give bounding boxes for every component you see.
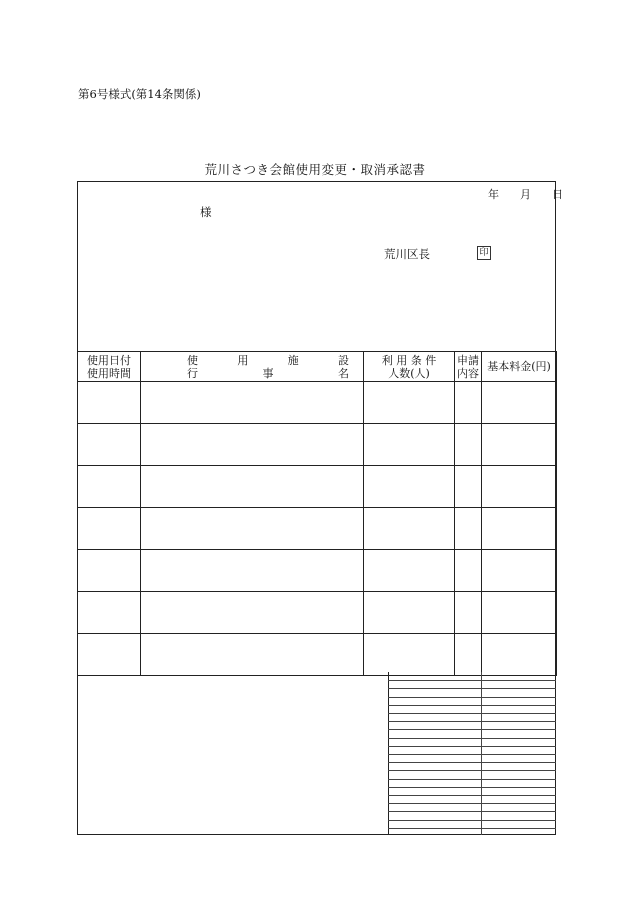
table-row: [78, 382, 557, 424]
fee-line: [388, 697, 556, 698]
table-row: [78, 634, 557, 676]
fee-line: [388, 795, 556, 796]
fee-line: [388, 811, 556, 812]
header-conditions-people: 利 用 条 件 人数(人): [364, 352, 455, 382]
document-title: 荒川さつき会館使用変更・取消承認書: [204, 162, 426, 177]
fee-line: [388, 779, 556, 780]
day-label: 日: [552, 188, 563, 201]
date-line: [488, 186, 563, 202]
usage-table: [77, 351, 557, 676]
fee-line: [388, 688, 556, 689]
table-row: [78, 424, 557, 466]
fee-line: [388, 828, 556, 829]
fee-line: [388, 762, 556, 763]
fee-line: [388, 738, 556, 739]
fee-line: [388, 820, 556, 821]
form-number: 第6号様式(第14条関係): [78, 87, 201, 101]
fee-line: [388, 754, 556, 755]
table-row: [78, 508, 557, 550]
table-row: [78, 592, 557, 634]
fee-line: [388, 705, 556, 706]
header-application-content: 申請 内容: [455, 352, 482, 382]
header-usage-date-time: 使用日付 使用時間: [78, 352, 141, 382]
fee-line: [388, 787, 556, 788]
fee-line: [388, 729, 556, 730]
fee-line: [388, 713, 556, 714]
fee-line: [388, 680, 556, 681]
fee-line: [388, 770, 556, 771]
header-basic-fee: 基本料金(円): [482, 352, 557, 382]
table-header-row: [78, 352, 557, 382]
addressee-suffix: 様: [200, 205, 212, 219]
header-facility-event: 使 用 施 設 行 事 名: [141, 352, 364, 382]
fee-line: [388, 803, 556, 804]
seal-mark: 印: [477, 246, 491, 260]
month-label: 月: [520, 188, 531, 201]
remarks-area: [77, 672, 389, 835]
table-row: [78, 550, 557, 592]
issuer-name: 荒川区長: [384, 247, 430, 261]
table-row: [78, 466, 557, 508]
fee-line: [388, 746, 556, 747]
fee-line: [388, 721, 556, 722]
year-label: 年: [488, 188, 499, 201]
